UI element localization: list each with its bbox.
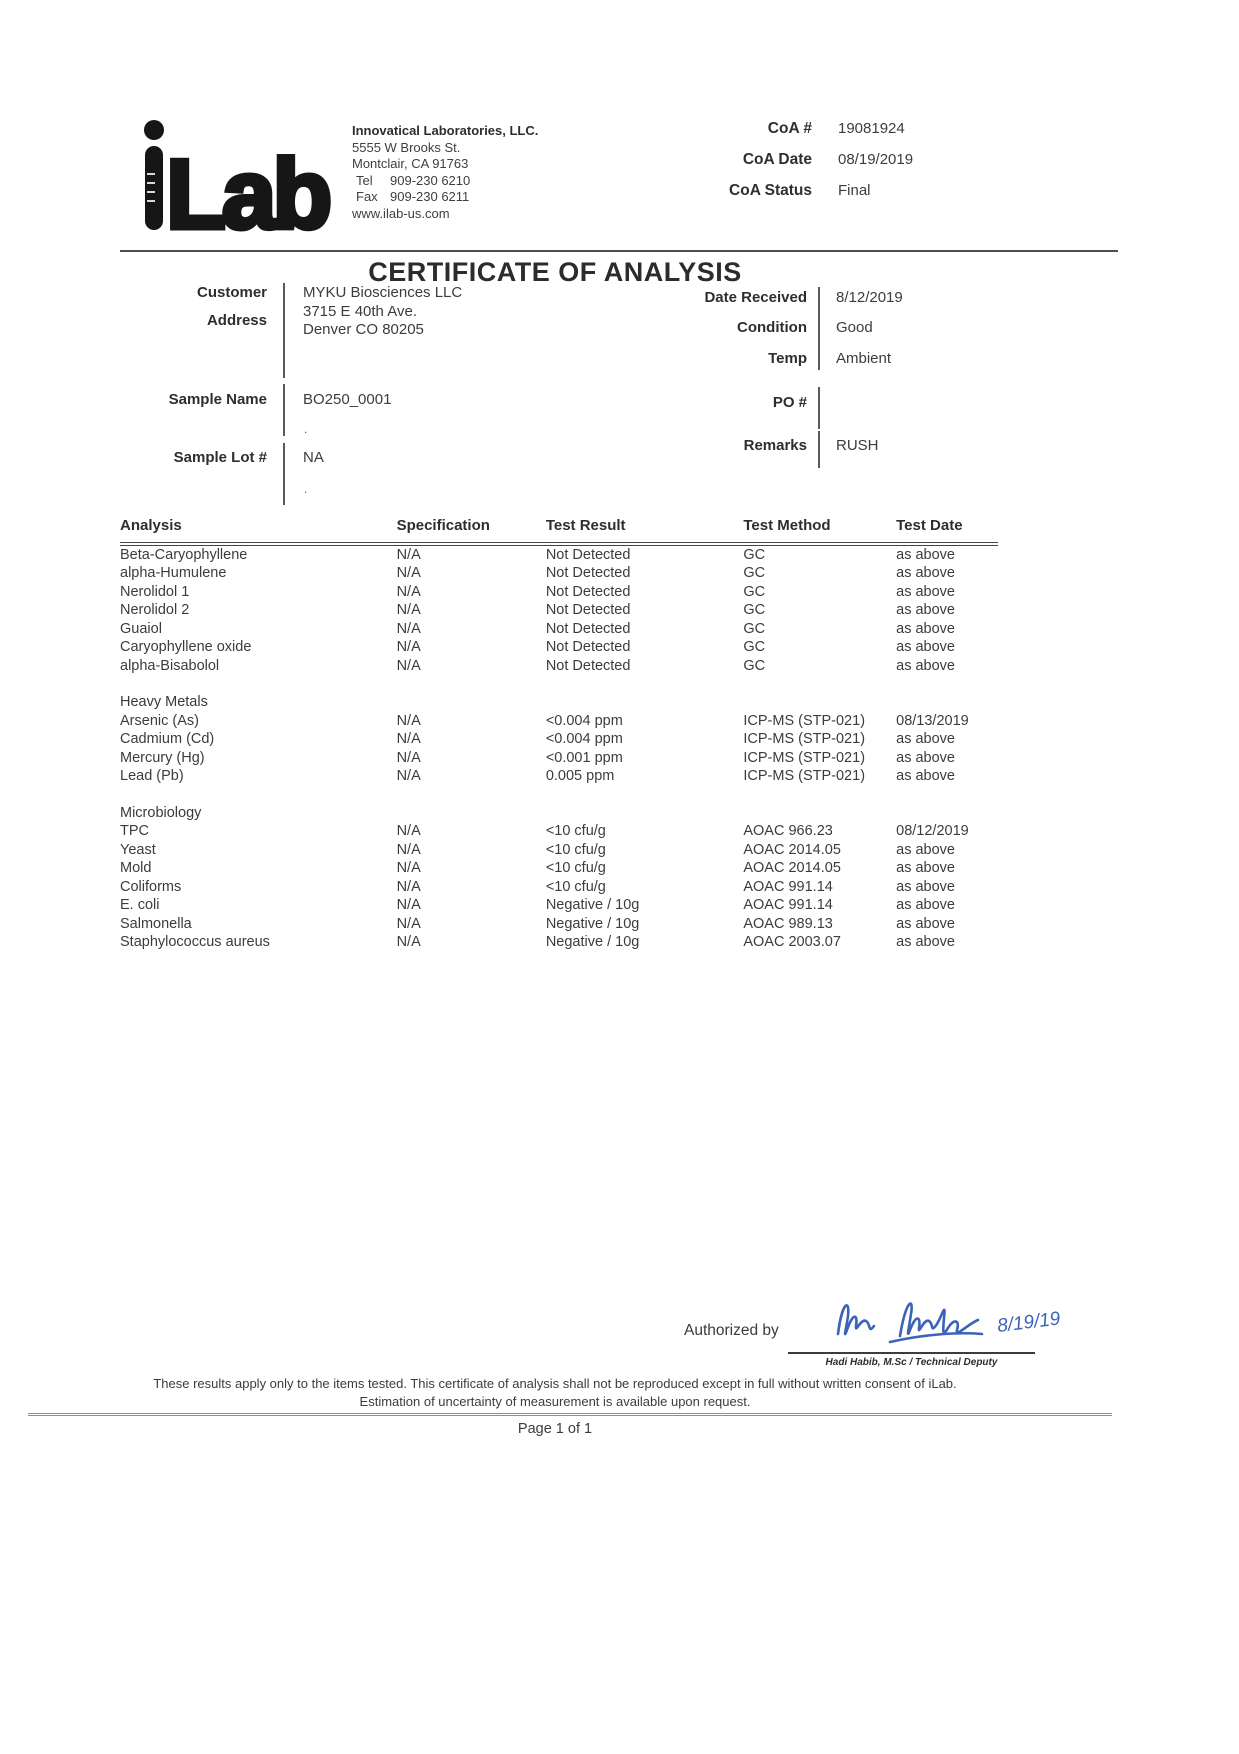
analysis-cell: Staphylococcus aureus	[120, 934, 270, 950]
coa-number-value: 19081924	[838, 120, 905, 137]
stray-dot: .	[304, 422, 308, 436]
page-number: Page 1 of 1	[517, 1421, 593, 1437]
analysis-cell: Salmonella	[120, 915, 192, 932]
table-row	[120, 878, 998, 897]
test-method-cell: ICP-MS (STP-021)	[743, 768, 866, 784]
test-method-cell: ICP-MS (STP-021)	[743, 731, 866, 747]
test-method-cell: AOAC 991.14	[743, 878, 833, 895]
specification-header: Specification	[397, 517, 546, 544]
test-method-cell: GC	[743, 565, 766, 581]
section-header-label: Heavy Metals	[120, 694, 208, 710]
tel-number: 909-230 6210	[390, 172, 471, 188]
table-row	[120, 712, 998, 731]
specification-cell: N/A	[396, 823, 421, 839]
table-row	[120, 583, 998, 602]
table-row	[120, 639, 998, 658]
table-row	[120, 565, 998, 584]
fax-label: Fax	[356, 189, 378, 204]
analysis-cell: TPC	[120, 823, 149, 839]
test-date-cell: as above	[896, 639, 955, 655]
lab-address-line2: Montclair, CA 91763	[352, 156, 469, 171]
table-row	[120, 749, 998, 768]
table-row	[120, 934, 998, 953]
specification-cell: N/A	[396, 915, 421, 932]
test-method-cell: AOAC 991.14	[743, 897, 833, 913]
analysis-cell: Mercury (Hg)	[120, 749, 205, 766]
coa-status-label: CoA Status	[729, 182, 812, 199]
test-date-cell: as above	[896, 583, 955, 600]
spacer-row	[120, 676, 998, 694]
specification-cell: N/A	[396, 731, 421, 747]
test-result-cell: <10 cfu/g	[545, 823, 606, 839]
test-date-cell: as above	[896, 731, 955, 747]
temp-value: Ambient	[836, 350, 892, 367]
table-row	[120, 915, 998, 934]
test-result-header: Test Result	[546, 517, 744, 544]
analysis-cell: alpha-Bisabolol	[120, 657, 220, 674]
test-date-cell: as above	[896, 878, 955, 895]
test-date-cell: as above	[896, 768, 955, 784]
fax-number: 909-230 6211	[390, 189, 470, 204]
signer-title: Hadi Habib, M.Sc / Technical Deputy	[825, 1357, 998, 1368]
test-method-cell: AOAC 989.13	[743, 915, 833, 932]
signature-date: 8/19/19	[996, 1308, 1062, 1337]
test-result-cell: Not Detected	[545, 620, 631, 637]
signature-line	[788, 1352, 1035, 1354]
condition-label: Condition	[737, 319, 807, 336]
test-result-cell: Not Detected	[545, 583, 631, 600]
specification-cell: N/A	[396, 749, 421, 766]
analysis-cell: Nerolidol 1	[120, 583, 190, 600]
analysis-cell: alpha-Humulene	[120, 565, 227, 581]
test-date-cell: 08/13/2019	[896, 712, 969, 729]
remarks-value: RUSH	[836, 437, 879, 454]
test-date-cell: 08/12/2019	[896, 823, 969, 839]
lab-info-block	[352, 123, 538, 222]
test-method-cell: GC	[743, 657, 766, 674]
signature-stroke-second	[900, 1304, 978, 1336]
table-header-row	[120, 517, 998, 544]
specification-cell: N/A	[396, 841, 421, 858]
stray-dot: .	[304, 482, 308, 496]
table-row	[120, 657, 998, 676]
test-result-cell: Not Detected	[545, 657, 631, 674]
test-method-cell: ICP-MS (STP-021)	[743, 749, 866, 766]
i-testtube-icon	[144, 120, 164, 230]
test-result-cell: Negative / 10g	[545, 897, 640, 913]
specification-cell: N/A	[396, 620, 421, 637]
analysis-cell: E. coli	[120, 897, 160, 913]
coa-date-value: 08/19/2019	[838, 151, 914, 168]
test-method-cell: GC	[743, 583, 766, 600]
test-method-cell: AOAC 966.23	[743, 823, 833, 839]
coa-status-value: Final	[838, 182, 871, 199]
specification-cell: N/A	[396, 768, 421, 784]
sample-name-label: Sample Name	[168, 391, 267, 408]
condition-value: Good	[836, 319, 873, 336]
test-date-cell: as above	[896, 841, 955, 858]
tel-label: Tel	[356, 172, 373, 188]
test-result-cell: <0.004 ppm	[545, 712, 623, 729]
test-date-header: Test Date	[896, 517, 998, 544]
specification-cell: N/A	[396, 657, 421, 674]
specification-cell: N/A	[396, 565, 421, 581]
customer-name: MYKU Biosciences LLC	[303, 284, 463, 301]
test-result-cell: 0.005 ppm	[545, 768, 615, 784]
test-date-cell: as above	[896, 749, 955, 766]
analysis-cell: Coliforms	[120, 878, 182, 895]
received-divider-line	[818, 287, 820, 370]
test-date-cell: as above	[896, 897, 955, 913]
results-table-body	[120, 544, 998, 952]
test-method-cell: GC	[743, 639, 766, 655]
specification-cell: N/A	[396, 878, 421, 895]
sample-lot-divider-line	[283, 443, 285, 505]
signature-stroke-first	[838, 1305, 874, 1334]
sample-name-value: BO250_0001	[303, 391, 392, 408]
test-method-cell: GC	[743, 602, 766, 618]
test-result-cell: Not Detected	[545, 565, 631, 581]
specification-cell: N/A	[396, 934, 421, 950]
sample-lot-value: NA	[303, 449, 324, 466]
lab-name: Innovatical Laboratories, LLC.	[352, 123, 539, 138]
disclaimer-line1: These results apply only to the items tested. This certificate of analysis shall not be reproduced except in full without written consent of iLab.	[153, 1376, 957, 1391]
results-table-wrap	[120, 517, 998, 952]
test-date-cell: as above	[896, 602, 955, 618]
remarks-divider-line	[818, 431, 820, 468]
coa-date-label: CoA Date	[742, 151, 812, 168]
test-date-cell: as above	[896, 860, 955, 876]
date-received-value: 8/12/2019	[836, 289, 903, 306]
footer-divider	[28, 1413, 1112, 1416]
test-method-cell: AOAC 2003.07	[743, 934, 841, 950]
sample-lot-label: Sample Lot #	[173, 449, 267, 466]
authorized-by-label: Authorized by	[684, 1322, 779, 1339]
test-date-cell: as above	[896, 934, 955, 950]
coa-number-label: CoA #	[767, 120, 812, 137]
po-label: PO #	[772, 394, 807, 411]
section-header-row	[120, 694, 998, 713]
test-result-cell: Not Detected	[545, 602, 631, 618]
header-divider	[120, 250, 1118, 252]
signature-underline-stroke	[890, 1333, 982, 1342]
test-method-cell: ICP-MS (STP-021)	[743, 712, 866, 729]
analysis-header: Analysis	[120, 517, 397, 544]
test-result-cell: <10 cfu/g	[545, 860, 606, 876]
temp-label: Temp	[768, 350, 807, 367]
lab-address-line1: 5555 W Brooks St.	[352, 139, 461, 155]
specification-cell: N/A	[396, 712, 421, 729]
spacer-row	[120, 786, 998, 804]
address-label: Address	[206, 312, 267, 329]
analysis-cell: Yeast	[120, 841, 156, 858]
results-table	[120, 517, 998, 952]
table-row	[120, 620, 998, 639]
test-method-header: Test Method	[743, 517, 896, 544]
table-row	[120, 860, 998, 879]
analysis-cell: Beta-Caryophyllene	[120, 546, 248, 563]
customer-address-value	[303, 284, 462, 340]
test-date-cell: as above	[896, 620, 955, 637]
specification-cell: N/A	[396, 639, 421, 655]
sample-name-divider-line	[283, 384, 285, 436]
test-date-cell: as above	[896, 657, 955, 674]
coa-meta-block	[640, 120, 1100, 213]
customer-address1: 3715 E 40th Ave.	[303, 302, 417, 320]
specification-cell: N/A	[396, 583, 421, 600]
test-date-cell: as above	[896, 546, 955, 563]
analysis-cell: Guaiol	[120, 620, 162, 637]
table-row	[120, 897, 998, 916]
section-header-label: Microbiology	[120, 804, 202, 821]
lab-website: www.ilab-us.com	[352, 205, 450, 221]
specification-cell: N/A	[396, 897, 421, 913]
logo-text: Lab	[166, 139, 329, 234]
specification-cell: N/A	[396, 602, 421, 618]
customer-address2: Denver CO 80205	[303, 321, 424, 338]
table-row	[120, 731, 998, 750]
test-result-cell: Negative / 10g	[545, 915, 640, 932]
date-received-label: Date Received	[704, 289, 807, 306]
customer-divider-line	[283, 283, 285, 378]
table-row	[120, 768, 998, 787]
customer-label: Customer	[196, 284, 267, 301]
test-result-cell: Not Detected	[545, 546, 631, 563]
test-result-cell: <0.004 ppm	[545, 731, 623, 747]
analysis-cell: Cadmium (Cd)	[120, 731, 215, 747]
test-result-cell: Negative / 10g	[545, 934, 640, 950]
test-method-cell: GC	[743, 546, 766, 563]
specification-cell: N/A	[396, 860, 421, 876]
test-date-cell: as above	[896, 915, 955, 932]
analysis-cell: Mold	[120, 860, 152, 876]
analysis-cell: Arsenic (As)	[120, 712, 199, 729]
test-result-cell: <10 cfu/g	[545, 841, 606, 858]
po-divider-line	[818, 387, 820, 429]
test-result-cell: <10 cfu/g	[545, 878, 606, 895]
test-method-cell: GC	[743, 620, 766, 637]
test-date-cell: as above	[896, 565, 955, 581]
table-row	[120, 823, 998, 842]
remarks-label: Remarks	[743, 437, 807, 454]
signature-ink	[830, 1290, 1080, 1357]
analysis-cell: Lead (Pb)	[120, 768, 184, 784]
test-method-cell: AOAC 2014.05	[743, 860, 841, 876]
test-result-cell: <0.001 ppm	[545, 749, 623, 766]
analysis-cell: Nerolidol 2	[120, 602, 190, 618]
specification-cell: N/A	[396, 546, 421, 563]
ilab-logo	[138, 116, 358, 239]
table-row	[120, 544, 998, 565]
table-row	[120, 602, 998, 621]
test-method-cell: AOAC 2014.05	[743, 841, 841, 858]
table-row	[120, 841, 998, 860]
test-result-cell: Not Detected	[545, 639, 631, 655]
section-header-row	[120, 804, 998, 823]
disclaimer-line2: Estimation of uncertainty of measurement is available upon request.	[359, 1394, 751, 1409]
document-title: CERTIFICATE OF ANALYSIS	[368, 257, 742, 287]
analysis-cell: Caryophyllene oxide	[120, 639, 252, 655]
